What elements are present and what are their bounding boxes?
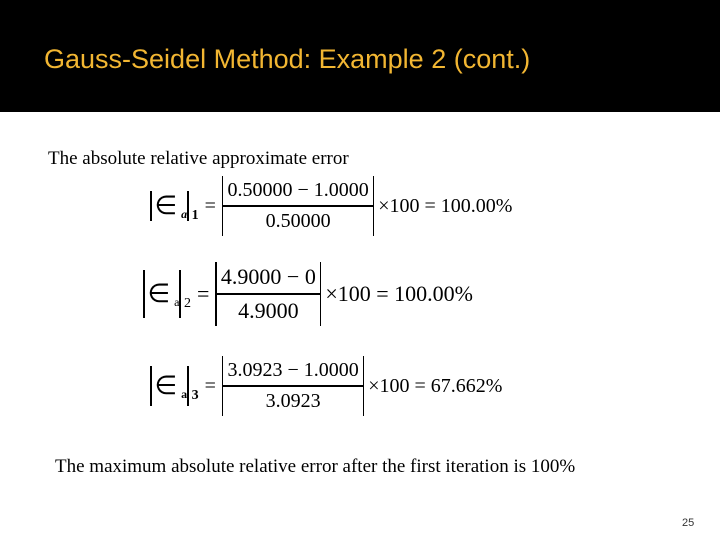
epsilon-symbol: ∈ xyxy=(154,191,178,220)
equation-result: ×100 = 100.00% xyxy=(325,281,473,306)
abs-bar-right-large xyxy=(320,262,322,326)
abs-bar-right xyxy=(187,191,189,221)
epsilon-subscript: a xyxy=(181,206,188,221)
epsilon-symbol: ∈ xyxy=(147,279,171,308)
error-equation-3 xyxy=(150,356,502,416)
equation-result: ×100 = 100.00% xyxy=(378,194,513,217)
fraction-denominator: 4.9000 xyxy=(238,297,299,323)
fraction-numerator: 4.9000 − 0 xyxy=(220,264,316,290)
abs-error-term xyxy=(150,191,199,221)
fraction xyxy=(223,359,362,413)
abs-bar-right-large xyxy=(363,356,365,416)
iteration-index: 3 xyxy=(191,388,199,403)
abs-bar-right-large xyxy=(373,176,375,236)
error-equation-1 xyxy=(150,176,512,236)
iteration-index: 1 xyxy=(191,208,199,223)
conclusion-text: The maximum absolute relative error after the first iteration is 100% xyxy=(55,456,576,477)
fraction-denominator: 3.0923 xyxy=(265,389,321,412)
iteration-index: 2 xyxy=(183,296,191,311)
fraction-numerator: 3.0923 − 1.0000 xyxy=(227,359,359,382)
page-number: 25 xyxy=(682,517,695,529)
abs-bar-right xyxy=(179,270,181,318)
equals-sign: = xyxy=(204,374,216,397)
fraction-numerator: 0.50000 − 1.0000 xyxy=(227,179,369,202)
fraction-denominator: 0.50000 xyxy=(265,209,331,232)
abs-bar-right xyxy=(187,366,189,406)
equation-result: ×100 = 67.662% xyxy=(368,374,503,397)
slide-title: Gauss-Seidel Method: Example 2 (cont.) xyxy=(44,44,531,74)
epsilon-subscript: a xyxy=(174,294,180,309)
fraction xyxy=(217,264,320,324)
abs-error-term xyxy=(143,270,191,318)
epsilon-subscript: a xyxy=(181,386,188,401)
title-bar xyxy=(0,0,720,112)
epsilon-symbol: ∈ xyxy=(154,371,178,400)
equals-sign: = xyxy=(204,194,216,217)
abs-error-term xyxy=(150,366,199,406)
error-equation-2 xyxy=(143,262,473,326)
equals-sign: = xyxy=(196,281,210,306)
fraction xyxy=(223,179,372,233)
intro-text: The absolute relative approximate error xyxy=(48,148,349,169)
